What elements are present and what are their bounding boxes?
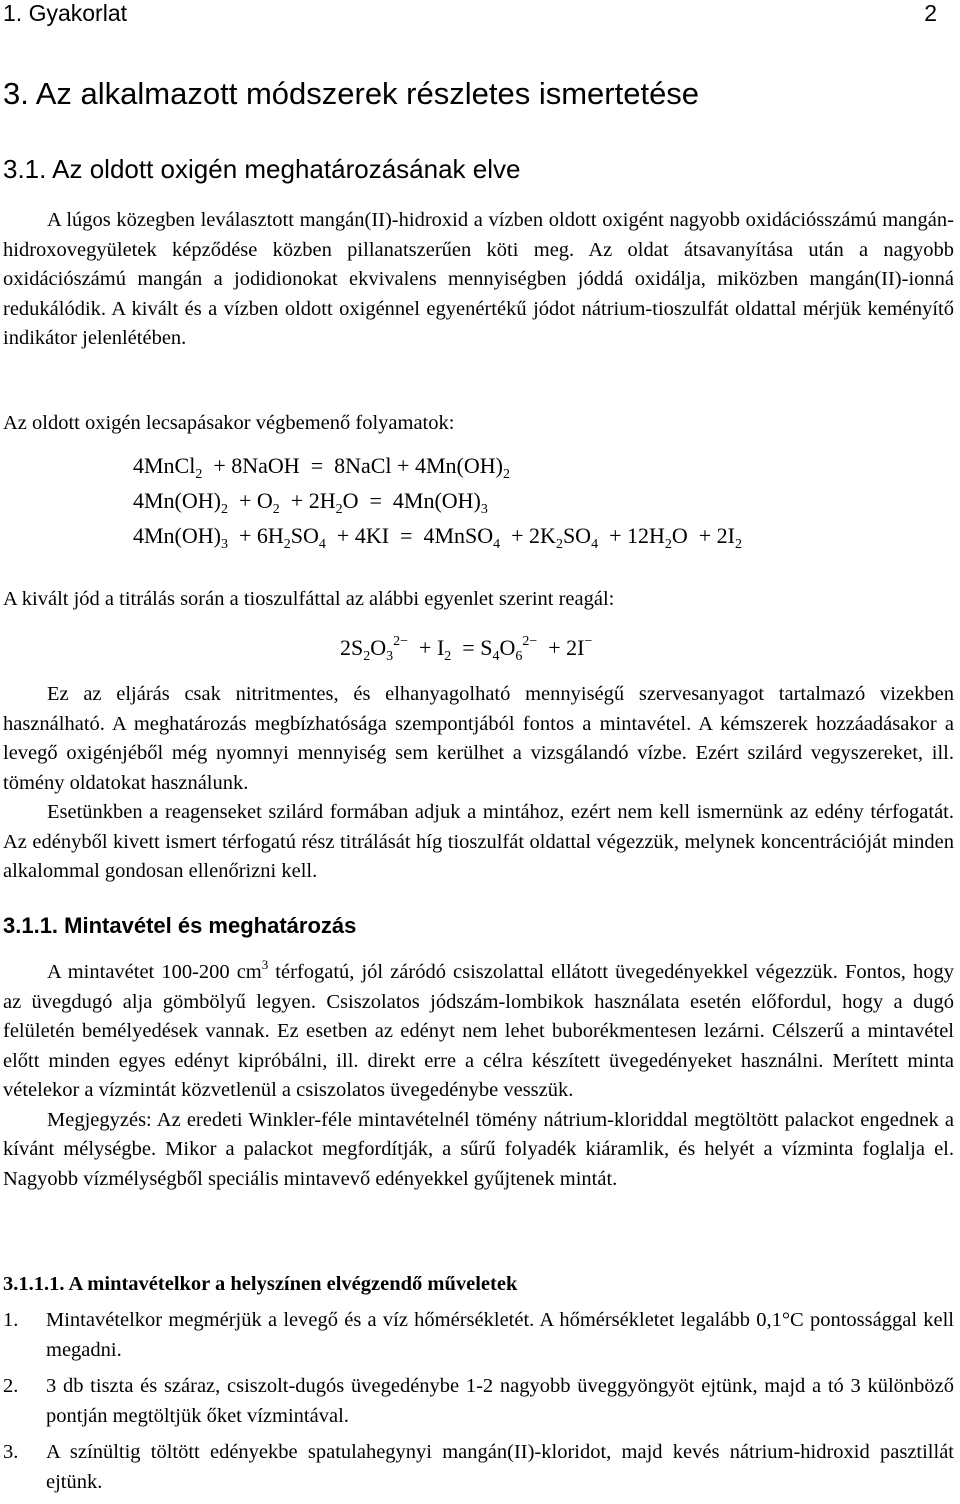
reaction-equation-3: $4Mn(OH)_3 + 6H_2SO_4 + 4KI$ = 4MnSO$_4$ + $2K_2SO_4 + 12H_2O + 2I_2$ — [133, 523, 742, 552]
list-item-text: A színültig töltött edényekbe spatulahegynyi mangán(II)-kloridot, majd kevés nátrium-hidroxid pasztillát ejtünk. — [46, 1441, 954, 1493]
sampling-paragraphs — [3, 950, 954, 1194]
list-item — [3, 1438, 954, 1497]
sampling-paragraph-2: Megjegyzés: Az eredeti Winkler-féle mintavételnél tömény nátrium-kloriddal megtöltött palackot engednek a kívánt mélységbe. Mikor a palackot megfordítják, a sűrű folyadék kiáramlik, és helyét a vízminta foglalja el. Nagyobb vízmélységből speciális mintavevő edényekkel gyűjtenek mintát. — [3, 1108, 954, 1190]
section-title: 3. Az alkalmazott módszerek részletes ismertetése — [3, 76, 700, 111]
intro-paragraph: A lúgos közegben leválasztott mangán(II)-hidroxid a vízben oldott oxigént nagyobb oxidációsszámú mangán-hidroxovegyületek képződése közben pillanatszerűen köti meg. Az oldat átsavanyítása után a nagyobb oxidációszámú mangán a jodidionokat ekvivalens mennyiségben jóddá oxidálja, miközben mangán(II)-ionná redukálódik. A kivált és a vízben oldott oxigénnel egyenértékű jódot nátrium-tioszulfát oldattal mérjük keményítő indikátor jelenlétében. — [3, 209, 954, 349]
list-item-number: 1. — [3, 1309, 19, 1331]
page-number: 2 — [924, 0, 937, 26]
list-item-text: Mintavételkor megmérjük a levegő és a víz hőmérsékletét. A hőmérsékletet legalább 0,1°C pontossággal kell megadni. — [46, 1309, 954, 1361]
chapter-header: 1. Gyakorlat — [3, 0, 127, 26]
reaction-equation-1: 4MnCl$_2$ + 8NaOH = 8NaCl + $4Mn(OH)_2$ — [133, 453, 510, 482]
list-item-text: 3 db tiszta és száraz, csiszolt-dugós üvegedénybe 1-2 nagyobb üveggyöngyöt ejtünk, majd a tó 3 különböző pontján megtöltjük őket vízmintával. — [46, 1375, 954, 1427]
sampling-section-title: 3.1.1. Mintavétel és meghatározás — [3, 913, 357, 938]
method-limitations-paragraph: Ez az eljárás csak nitritmentes, és elhanyagolható mennyiségű szervesanyagot tartalmazó vizekben használható. A meghatározás megbízhatósága szempontjából fontos a mintavétel. A kémszerek hozzáadásakor a levegő oxigénjéből még nyomnyi mennyiség sem kerülhet a vizsgálandó vízbe. Ezért szilárd vegyszereket, ill. tömény oldatokat használunk. — [3, 683, 954, 794]
method-paragraphs — [3, 680, 954, 887]
list-item-number: 2. — [3, 1375, 19, 1397]
titration-equation: $2S_2O_3^{2-} + I_2 = S_4O_6^{2-} + 2I^-$ — [340, 634, 593, 664]
reactions-intro: Az oldott oxigén lecsapásakor végbemenő folyamatok: — [3, 412, 455, 434]
subsection-title: 3.1. Az oldott oxigén meghatározásának elve — [3, 154, 521, 184]
method-procedure-paragraph: Esetünkben a reagenseket szilárd formában adjuk a mintához, ezért nem kell ismernünk az edény térfogatát. Az edényből kivett ismert térfogatú rész titrálását híg tioszulfát oldattal végezzük, melynek koncentrációját minden alkalommal gondosan ellenőrizni kell. — [3, 801, 954, 882]
list-item — [3, 1372, 954, 1431]
list-item-number: 3. — [3, 1441, 19, 1463]
titration-intro: A kivált jód a titrálás során a tioszulfáttal az alábbi egyenlet szerint reagál: — [3, 588, 615, 610]
onsite-operations-title: 3.1.1.1. A mintavételkor a helyszínen elvégzendő műveletek — [3, 1273, 518, 1295]
onsite-steps-list — [3, 1306, 954, 1504]
reaction-equation-2: $4Mn(OH)_2 + O_2 + 2H_2O = 4Mn(OH)_3$ — [133, 488, 488, 517]
list-item — [3, 1306, 954, 1365]
sampling-paragraph-1: A mintavétet 100-200 $cm^3$ térfogatú, jól záródó csiszolattal ellátott üvegedényekkel végezzük. Fontos, hogy az üvegdugó alja gömbölyű legyen. Csiszolatos jódszám-lombikok használata esetén előfordul, hogy a dugó felületén bemélyedések vannak. Ez esetben az edényt nem lehet buborékmentesen lezárni. Célszerű a mintavétel előtt minden egyes edényt kipróbálni, ill. direkt erre a célra készített üvegedényeket használni. Merített minta vételekor a vízmintát közvetlenül a csiszolatos üvegedénybe vesszük. — [3, 957, 954, 1101]
